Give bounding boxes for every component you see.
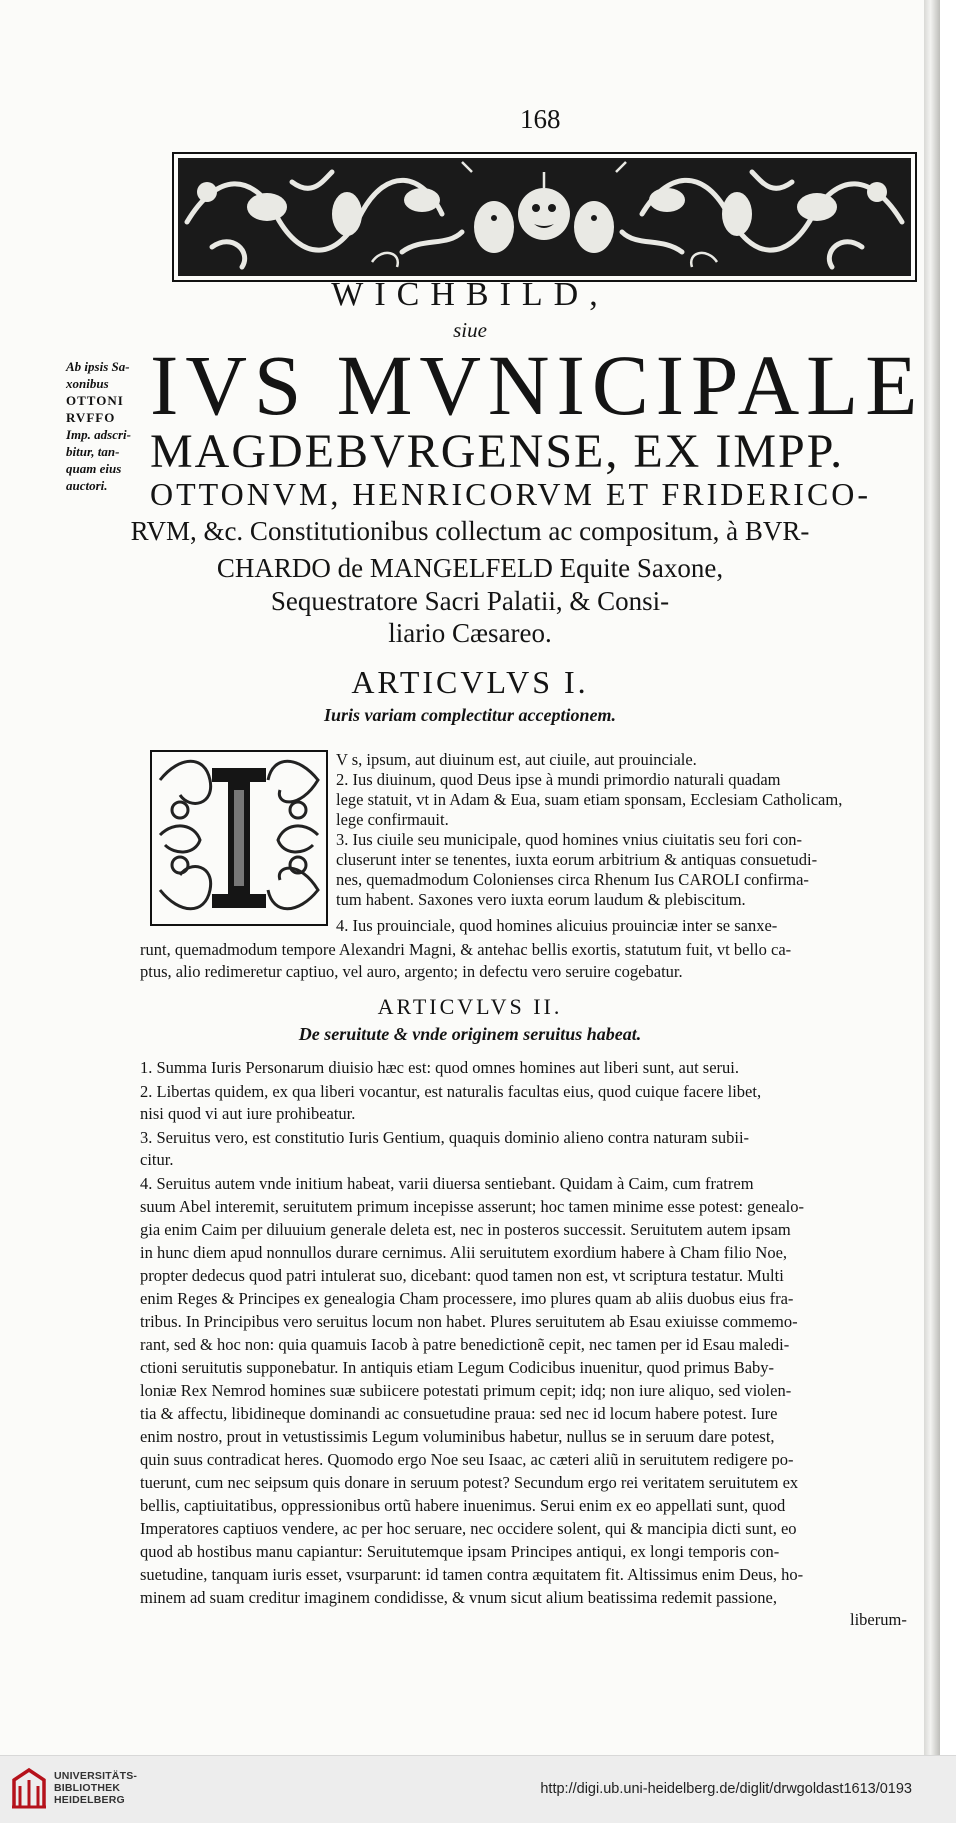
margin-note-line: auctori. (66, 478, 108, 493)
title-siue: siue (453, 318, 487, 342)
margin-note-line: OTTONI (66, 393, 124, 408)
art2-line: 1. Summa Iuris Personarum diuisio hæc est: quod omnes homines aut liberi sunt, aut serui. (140, 1058, 739, 1077)
library-logo-icon (10, 1766, 48, 1810)
title-ottonum: OTTONVM, HENRICORVM ET FRIDERICO- (150, 476, 872, 512)
margin-note-line: quam eius (66, 461, 122, 476)
title-ius-municipale: IVS MVNICIPALE (150, 337, 925, 433)
title-magdeburgense: MAGDEBVRGENSE, EX IMPP. (150, 425, 845, 478)
art1-line: ptus, alio redimeretur captiuo, vel auro, argento; in defectu vero seruire cogebatur. (140, 962, 683, 981)
articulus-1-subtitle: Iuris variam complectitur acceptionem. (324, 705, 616, 725)
library-name-line: HEIDELBERG (54, 1794, 125, 1806)
art2-line: suetudine, tanquam iuris esset, vsurparunt: id tamen contra æquitatem fit. Altissimus enim Deus, ho- (140, 1565, 804, 1584)
title-consiliario: liario Cæsareo. (388, 618, 552, 648)
library-name-line: UNIVERSITÄTS- (54, 1770, 138, 1782)
articulus-2-heading: ARTICVLVS II. (377, 994, 563, 1019)
art2-line: suum Abel interemit, seruitutem primum incepisse asserunt; hoc tamen minime esse potest: genealo- (140, 1197, 804, 1216)
art2-line: nisi quod vi aut iure prohibeatur. (140, 1104, 356, 1123)
margin-note-line: Imp. adscri- (66, 427, 131, 442)
art1-line: V s, ipsum, aut diuinum est, aut ciuile, aut prouinciale. (336, 750, 697, 769)
art2-line: 2. Libertas quidem, ex qua liberi vocantur, est naturalis facultas eius, quod cuique facere libet, (140, 1082, 762, 1101)
title-wichbild: WICHBILD, (331, 276, 609, 313)
art2-line: loniæ Rex Nemrod homines suæ subiicere potestati primum cepit; idq; non iure aliquo, sed violen- (140, 1381, 792, 1400)
art2-line: enim nostro, prout in vetustissimis Legum voluminibus habetur, nullus se in seruum dare potest, (140, 1427, 775, 1446)
art2-line: enim Reges & Principes ex genealogia Cham processere, imo plures quam ab aliis duobus eius fra- (140, 1289, 794, 1308)
art2-line: propter dedecus quod patri intulerat suo, dicebant: quod tamen non est, vt scriptura testatur. Multi (140, 1266, 784, 1285)
decorated-initial-i (150, 750, 328, 926)
art2-line: quin suus contradicat heres. Quomodo ergo Noe seu Isaac, ac cæteri aliũ in seruitutem redigere po- (140, 1450, 794, 1469)
title-constitutionibus: RVM, &c. Constitutionibus collectum ac compositum, à BVR- (130, 516, 810, 546)
art2-line: tribus. In Principibus vero seruitus locum non habet. Plures seruitutem ab Esau exiuisse commemo- (140, 1312, 798, 1331)
art2-line: bellis, captiuitatibus, oppressionibus ortũ habere inuenimus. Serui enim ex eo appellati sunt, quod (140, 1496, 786, 1515)
art2-line: tuerunt, cum nec seipsum quis donare in seruum potest? Secundum ergo rei veritatem seruitutem ex (140, 1473, 799, 1492)
art1-line: tum habent. Saxones vero iuxta eorum laudum & plebiscitum. (336, 890, 746, 909)
page-number: 168 (520, 104, 561, 134)
articulus-2-subtitle: De seruitute & vnde originem seruitus habeat. (298, 1024, 642, 1044)
art2-line: 3. Seruitus vero, est constitutio Iuris Gentium, quaquis dominio alieno contra naturam subii- (140, 1128, 750, 1147)
title-burchardo: CHARDO de MANGELFELD Equite Saxone, (216, 553, 724, 583)
art1-line: 2. Ius diuinum, quod Deus ipse à mundi primordio naturali quadam (336, 770, 781, 789)
articulus-1-heading: ARTICVLVS I. (351, 664, 589, 700)
art1-line: 4. Ius prouinciale, quod homines alicuius prouinciæ inter se sanxe- (336, 916, 778, 935)
art2-catchword: liberum- (850, 1610, 907, 1629)
margin-note-line: xonibus (66, 376, 109, 391)
art2-line: 4. Seruitus autem vnde initium habeat, varii diuersa sentiebant. Quidam à Caim, cum fratrem (140, 1174, 754, 1193)
art2-line: tia & affectu, libidineque dominandi ac consuetudine praua: sed nec id locum habere potest. Iure (140, 1404, 778, 1423)
art1-line: lege statuit, vt in Adam & Eua, suam etiam sponsam, Ecclesiam Catholicam, (336, 790, 843, 809)
art1-line: nes, quemadmodum Colonienses circa Rhenum Ius CAROLI confirma- (336, 870, 809, 889)
ornamental-headband (172, 152, 917, 282)
permalink-url[interactable]: http://digi.ub.uni-heidelberg.de/diglit/drwgoldast1613/0193 (540, 1781, 912, 1797)
art2-line: quod ab hostibus manu capiantur: Seruitutemque ipsam Principes antiqui, ex longi temporis con- (140, 1542, 780, 1561)
library-footer (0, 1755, 956, 1823)
art2-line: Imperatores captiuos vendere, ac per hoc seruare, nec occidere solent, qui & mancipia dicti sunt, eo (140, 1519, 797, 1538)
page-edge (924, 0, 940, 1755)
art2-line: citur. (140, 1150, 174, 1169)
title-sequestratore: Sequestratore Sacri Palatii, & Consi- (270, 586, 670, 616)
library-name-line: BIBLIOTHEK (54, 1782, 121, 1794)
art1-line: runt, quemadmodum tempore Alexandri Magni, & antehac bellis exortis, statutum fuit, vt bello ca- (140, 940, 792, 959)
art2-line: ctioni seruitutis supponebatur. In antiquis etiam Legum Codicibus inuenitur, quod primus Baby- (140, 1358, 775, 1377)
margin-note-line: Ab ipsis Sa- (66, 359, 130, 374)
art2-line: in hunc diem apud nonnullos durare cernimus. Alii seruitutem exordium habere à Cham filio Noe, (140, 1243, 788, 1262)
library-name (54, 1770, 137, 1806)
art2-line: rant, sed & hoc non: quia quamuis Iacob à patre benedictionẽ cepit, nec tamen per id Esau maledi- (140, 1335, 790, 1354)
art1-line: cluserunt inter se tenentes, iuxta eorum arbitrium & antiquas consuetudi- (336, 850, 818, 869)
art1-line: 3. Ius ciuile seu municipale, quod homines vnius ciuitatis seu fori con- (336, 830, 803, 849)
margin-note (66, 358, 150, 494)
margin-note-line: RVFFO (66, 410, 116, 425)
art2-line: minem ad suam creditur imaginem condidisse, & vnum sicut alium beatissima redemit passione, (140, 1588, 777, 1607)
margin-note-line: bitur, tan- (66, 444, 120, 459)
art2-line: gia enim Caim per diluuium generale deleta est, nec in posteros successit. Seruitutem autem ipsam (140, 1220, 791, 1239)
art1-line: lege confirmauit. (336, 810, 449, 829)
